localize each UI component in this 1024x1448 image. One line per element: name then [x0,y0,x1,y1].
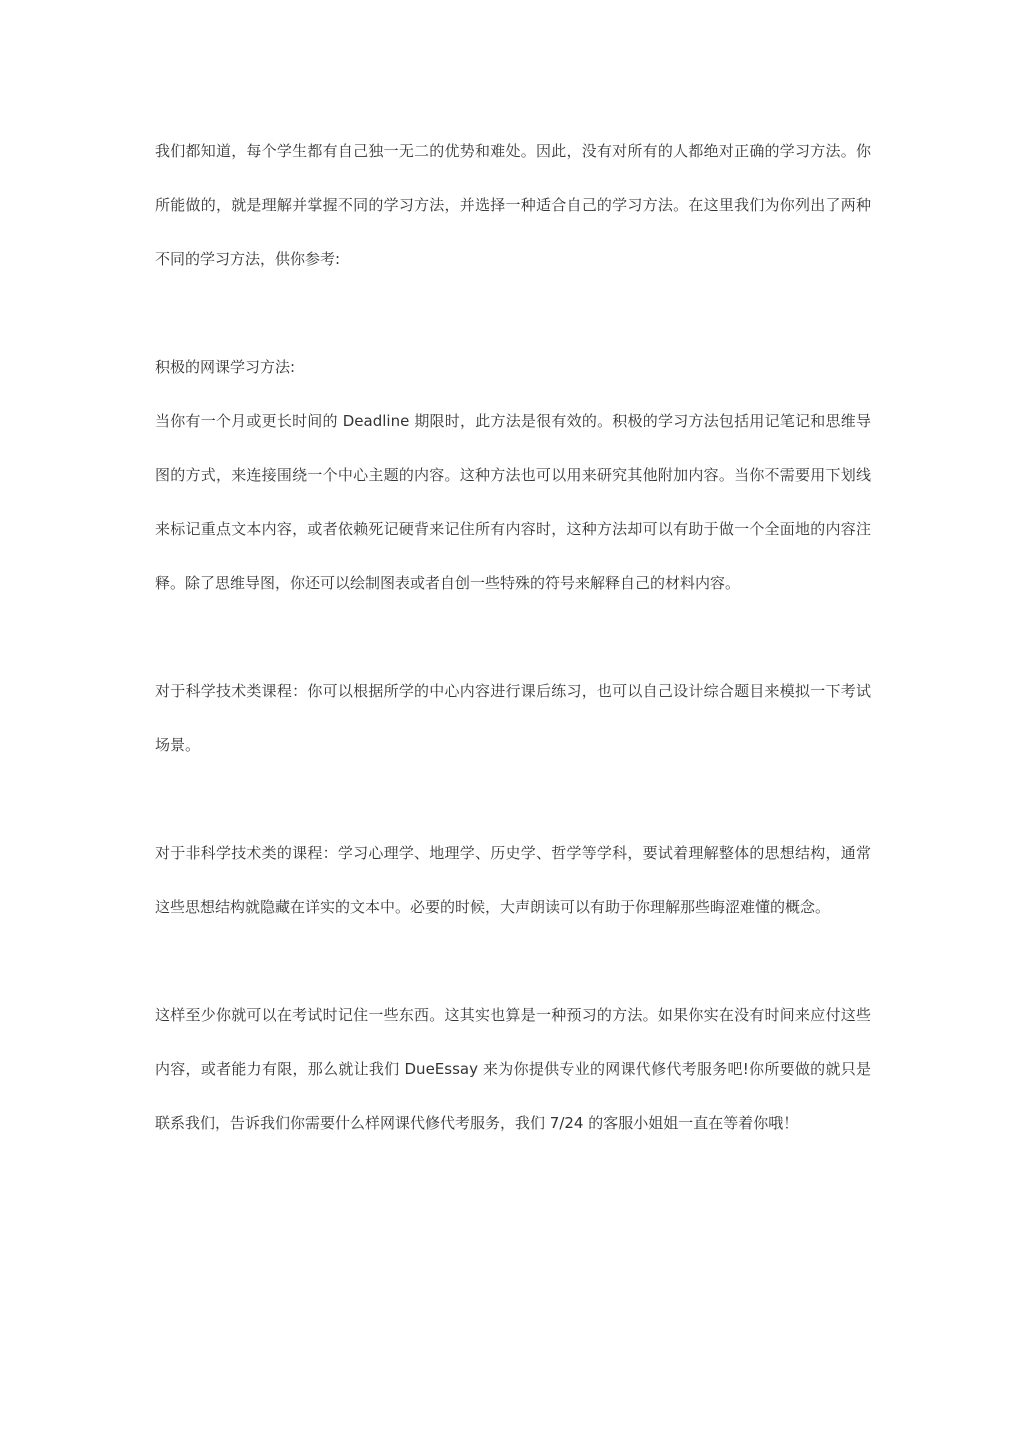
paragraph-spacer [155,772,871,826]
closing-paragraph: 这样至少你就可以在考试时记住一些东西。这其实也算是一种预习的方法。如果你实在没有时间来应付这些内容，或者能力有限，那么就让我们 DueEssay 来为你提供专业的网课代修代考服务吧!你所要做的就只是联系我们，告诉我们你需要什么样网课代修代考服务，我们 7/24 的客服小姐姐一直在等着你哦！ [155,1006,871,1132]
document-body [155,124,871,1150]
science-course-paragraph: 对于科学技术类课程：你可以根据所学的中心内容进行课后练习，也可以自己设计综合题目来模拟一下考试场景。 [155,682,871,754]
section-body-paragraph: 当你有一个月或更长时间的 Deadline 期限时，此方法是很有效的。积极的学习方法包括用记笔记和思维导图的方式，来连接围绕一个中心主题的内容。这种方法也可以用来研究其他附加内容。当你不需要用下划线来标记重点文本内容，或者依赖死记硬背来记住所有内容时，这种方法却可以有助于做一个全面地的内容注释。除了思维导图，你还可以绘制图表或者自创一些特殊的符号来解释自己的材料内容。 [155,412,871,592]
paragraph-spacer [155,934,871,988]
section-heading: 积极的网课学习方法: [155,358,296,376]
non-science-course-paragraph: 对于非科学技术类的课程：学习心理学、地理学、历史学、哲学等学科，要试着理解整体的思想结构，通常这些思想结构就隐藏在详实的文本中。必要的时候，大声朗读可以有助于你理解那些晦涩难懂的概念。 [155,844,871,916]
intro-paragraph: 我们都知道，每个学生都有自己独一无二的优势和难处。因此，没有对所有的人都绝对正确的学习方法。你所能做的，就是理解并掌握不同的学习方法，并选择一种适合自己的学习方法。在这里我们为你列出了两种不同的学习方法，供你参考: [155,142,871,268]
paragraph-spacer [155,286,871,340]
paragraph-spacer [155,610,871,664]
